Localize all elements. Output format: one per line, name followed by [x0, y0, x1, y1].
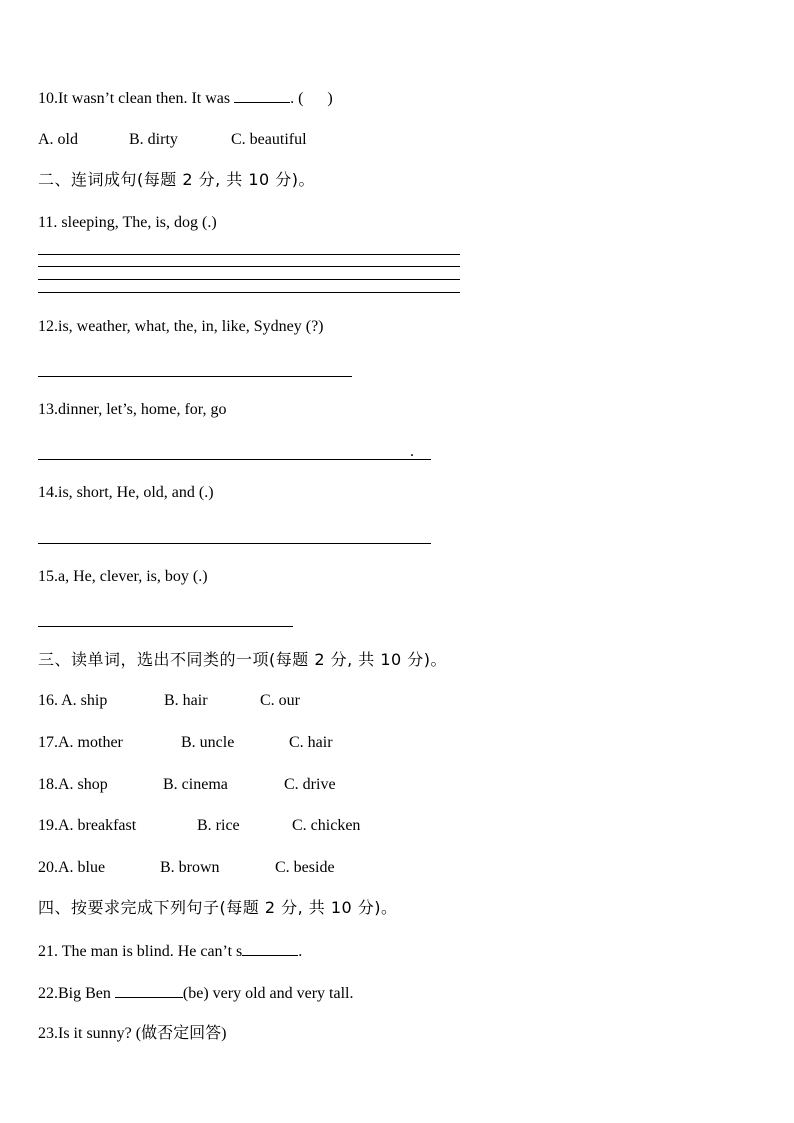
question-20-options: [38, 858, 335, 878]
question-10-stem: [38, 88, 333, 109]
question-14-answer-line[interactable]: [38, 543, 431, 544]
question-23-prompt: 23.Is it sunny? (做否定回答): [38, 1025, 227, 1042]
question-11-answer-line-1[interactable]: [38, 254, 460, 255]
question-18-options: [38, 775, 336, 795]
question-20-option-c[interactable]: C. beside: [275, 859, 335, 876]
question-12-answer-line[interactable]: [38, 376, 352, 377]
question-21-blank[interactable]: [242, 941, 298, 956]
question-17-option-a[interactable]: 17.A. mother: [38, 734, 123, 751]
question-10-text: 10.It wasn’t clean then. It was: [38, 90, 235, 107]
question-13-answer-line[interactable]: [38, 459, 431, 460]
question-11-prompt: 11. sleeping, The, is, dog (.): [38, 214, 217, 231]
question-10-blank[interactable]: [234, 88, 290, 103]
question-19-option-c[interactable]: C. chicken: [292, 817, 361, 834]
question-17-option-b[interactable]: B. uncle: [181, 734, 235, 751]
question-10-paren-open: . (: [290, 90, 304, 107]
question-16-option-a[interactable]: 16. A. ship: [38, 692, 108, 709]
question-18-option-a[interactable]: 18.A. shop: [38, 776, 108, 793]
question-13-prompt: 13.dinner, let’s, home, for, go: [38, 401, 227, 418]
question-16-option-b[interactable]: B. hair: [164, 692, 208, 709]
question-20-option-a[interactable]: 20.A. blue: [38, 859, 106, 876]
section-2-heading: 二、连词成句(每题 2 分, 共 10 分)。: [38, 170, 316, 189]
question-17-options: [38, 733, 333, 753]
question-18-option-b[interactable]: B. cinema: [163, 776, 228, 793]
question-15-prompt: 15.a, He, clever, is, boy (.): [38, 568, 208, 585]
question-22-stem: [38, 983, 354, 1004]
question-14-prompt: 14.is, short, He, old, and (.): [38, 484, 214, 501]
question-11-answer-line-3[interactable]: [38, 279, 460, 280]
section-3-heading: 三、读单词，选出不同类的一项(每题 2 分, 共 10 分)。: [38, 650, 448, 669]
question-16-options: [38, 691, 300, 711]
question-19-options: [38, 816, 360, 836]
section-4-heading: 四、按要求完成下列句子(每题 2 分, 共 10 分)。: [38, 898, 398, 917]
question-17-option-c[interactable]: C. hair: [289, 734, 333, 751]
question-13-period: .: [410, 443, 414, 460]
question-19-option-a[interactable]: 19.A. breakfast: [38, 817, 137, 834]
question-10-options: [38, 130, 307, 150]
question-20-option-b[interactable]: B. brown: [160, 859, 220, 876]
question-22-rest: (be) very old and very tall.: [182, 985, 354, 1002]
question-22-text: 22.Big Ben: [38, 985, 115, 1002]
question-10-paren-close: ): [327, 90, 333, 107]
question-11-answer-line-4[interactable]: [38, 292, 460, 293]
question-11-answer-line-2[interactable]: [38, 266, 460, 267]
question-19-option-b[interactable]: B. rice: [197, 817, 240, 834]
question-12-prompt: 12.is, weather, what, the, in, like, Sydney (?): [38, 318, 324, 335]
question-21-stem: [38, 941, 302, 962]
question-10-answer-box[interactable]: [303, 89, 327, 109]
question-16-option-c[interactable]: C. our: [260, 692, 300, 709]
question-21-period: .: [298, 943, 303, 960]
question-22-blank[interactable]: [115, 983, 183, 998]
question-15-answer-line[interactable]: [38, 626, 293, 627]
question-10-option-c[interactable]: C. beautiful: [231, 131, 307, 148]
question-21-text: 21. The man is blind. He can’t s: [38, 943, 243, 960]
question-18-option-c[interactable]: C. drive: [284, 776, 336, 793]
question-10-option-b[interactable]: B. dirty: [129, 131, 178, 148]
question-10-option-a[interactable]: A. old: [38, 131, 78, 148]
